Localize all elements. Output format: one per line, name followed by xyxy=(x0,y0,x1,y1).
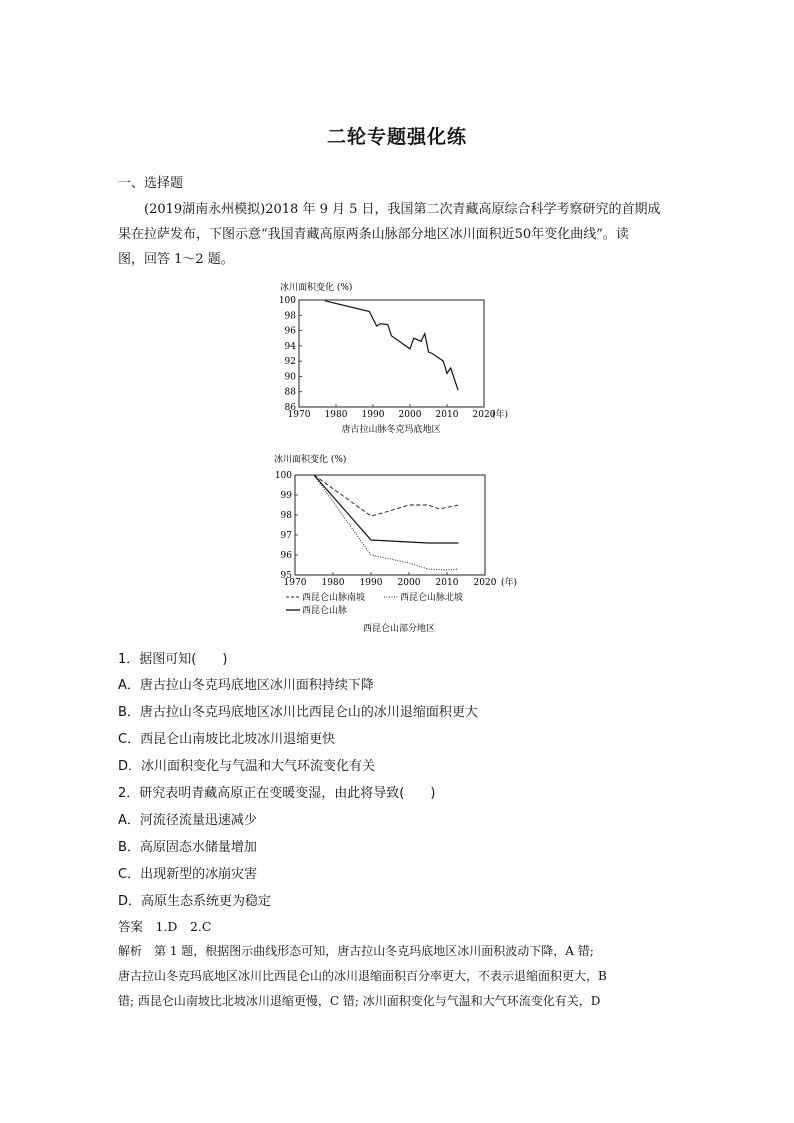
question-2-option-c: C．出现新型的冰崩灾害 xyxy=(118,867,258,882)
y-tick-label: 90 xyxy=(284,372,296,383)
y-tick-label: 97 xyxy=(280,531,292,541)
question-1-option-d: D．冰川面积变化与气温和大气环流变化有关 xyxy=(118,759,376,774)
chart-xlabel: (年) xyxy=(501,578,518,588)
plot-frame xyxy=(295,475,485,575)
legend-label-north: 西昆仑山脉北坡 xyxy=(400,593,464,603)
y-tick-label: 96 xyxy=(280,551,292,561)
chart-kunlun-svg xyxy=(270,448,530,638)
question-1-option-c: C．西昆仑山南坡比北坡冰川退缩更快 xyxy=(118,732,336,747)
question-2-option-a: A．河流径流量迅速减少 xyxy=(118,813,257,828)
y-tick-label: 94 xyxy=(284,341,296,352)
chart-tanggula-svg xyxy=(274,280,524,440)
y-tick-label: 100 xyxy=(278,296,296,306)
intro-line: (2019湖南永州模拟)2018 年 9 月 5 日，我国第二次青藏高原综合科学考察研究的首期成 xyxy=(144,202,661,217)
question-1-option-a: A．唐古拉山冬克玛底地区冰川面积持续下降 xyxy=(118,678,374,693)
question-1-stem: 1．据图可知( ) xyxy=(118,652,228,667)
legend-label-south: 西昆仑山脉南坡 xyxy=(302,593,366,603)
plot-frame xyxy=(299,300,484,407)
explanation-line: 解析 第 1 题，根据图示曲线形态可知，唐古拉山冬克玛底地区冰川面积波动下降，A 错; xyxy=(118,944,594,958)
intro-line: 图，回答 1～2 题。 xyxy=(118,252,234,267)
x-tick-label: 2020 xyxy=(473,578,497,588)
y-tick-label: 98 xyxy=(280,511,292,521)
page-title: 二轮专题强化练 xyxy=(326,126,467,148)
answer-line: 答案 1.D 2.C xyxy=(118,919,212,934)
y-tick-label: 96 xyxy=(284,326,296,337)
x-tick-label: 2010 xyxy=(435,410,459,420)
x-tick-label: 1970 xyxy=(287,410,311,420)
x-tick-label: 1990 xyxy=(361,410,385,420)
explanation-paragraph xyxy=(118,939,680,1014)
series-line-2 xyxy=(314,475,458,543)
y-tick-label: 95 xyxy=(280,571,292,581)
intro-paragraph xyxy=(118,197,678,272)
x-tick-label: 1970 xyxy=(283,578,307,588)
y-tick-label: 98 xyxy=(284,311,296,322)
x-tick-label: 2000 xyxy=(398,410,422,420)
question-2-stem: 2．研究表明青藏高原正在变暖变湿，由此将导致( ) xyxy=(118,786,436,801)
y-tick-label: 92 xyxy=(284,357,296,368)
x-tick-label: 2000 xyxy=(397,578,421,588)
chart-ylabel: 冰川面积变化 (%) xyxy=(274,455,347,465)
explanation-line: 错; 西昆仑山南坡比北坡冰川退缩更慢，C 错; 冰川面积变化与气温和大气环流变化有关，D xyxy=(118,994,601,1008)
y-tick-label: 99 xyxy=(280,491,292,501)
series-line-1 xyxy=(314,475,458,570)
chart-caption: 唐古拉山脉冬克玛底地区 xyxy=(341,425,441,435)
chart-tanggula xyxy=(274,280,524,444)
y-tick-label: 86 xyxy=(284,403,296,413)
section-heading: 一、选择题 xyxy=(118,176,184,191)
x-tick-label: 1990 xyxy=(359,578,383,588)
y-tick-label: 100 xyxy=(274,471,292,481)
x-tick-label: 1980 xyxy=(324,410,348,420)
legend-label-main: 西昆仑山脉 xyxy=(302,606,348,616)
x-tick-label: 2020 xyxy=(472,410,496,420)
x-tick-label: 1980 xyxy=(321,578,345,588)
intro-line: 果在拉萨发布，下图示意“我国青藏高原两条山脉部分地区冰川面积近50年变化曲线”。读 xyxy=(118,227,629,242)
chart-xlabel: (年) xyxy=(492,410,509,420)
x-tick-label: 2010 xyxy=(435,578,459,588)
question-1-option-b: B．唐古拉山冬克玛底地区冰川比西昆仑山的冰川退缩面积更大 xyxy=(118,705,478,720)
series-line-0 xyxy=(314,475,458,516)
chart-caption: 西昆仑山部分地区 xyxy=(362,624,436,634)
chart-ylabel: 冰川面积变化 (%) xyxy=(280,283,353,293)
explanation-line: 唐古拉山冬克玛底地区冰川比西昆仑山的冰川退缩面积百分率更大，不表示退缩面积更大，B xyxy=(118,969,607,983)
series-line-0 xyxy=(325,301,458,390)
question-2-option-b: B．高原固态水储量增加 xyxy=(118,840,257,855)
y-tick-label: 88 xyxy=(284,387,296,398)
chart-kunlun xyxy=(270,448,530,642)
question-2-option-d: D．高原生态系统更为稳定 xyxy=(118,894,272,909)
